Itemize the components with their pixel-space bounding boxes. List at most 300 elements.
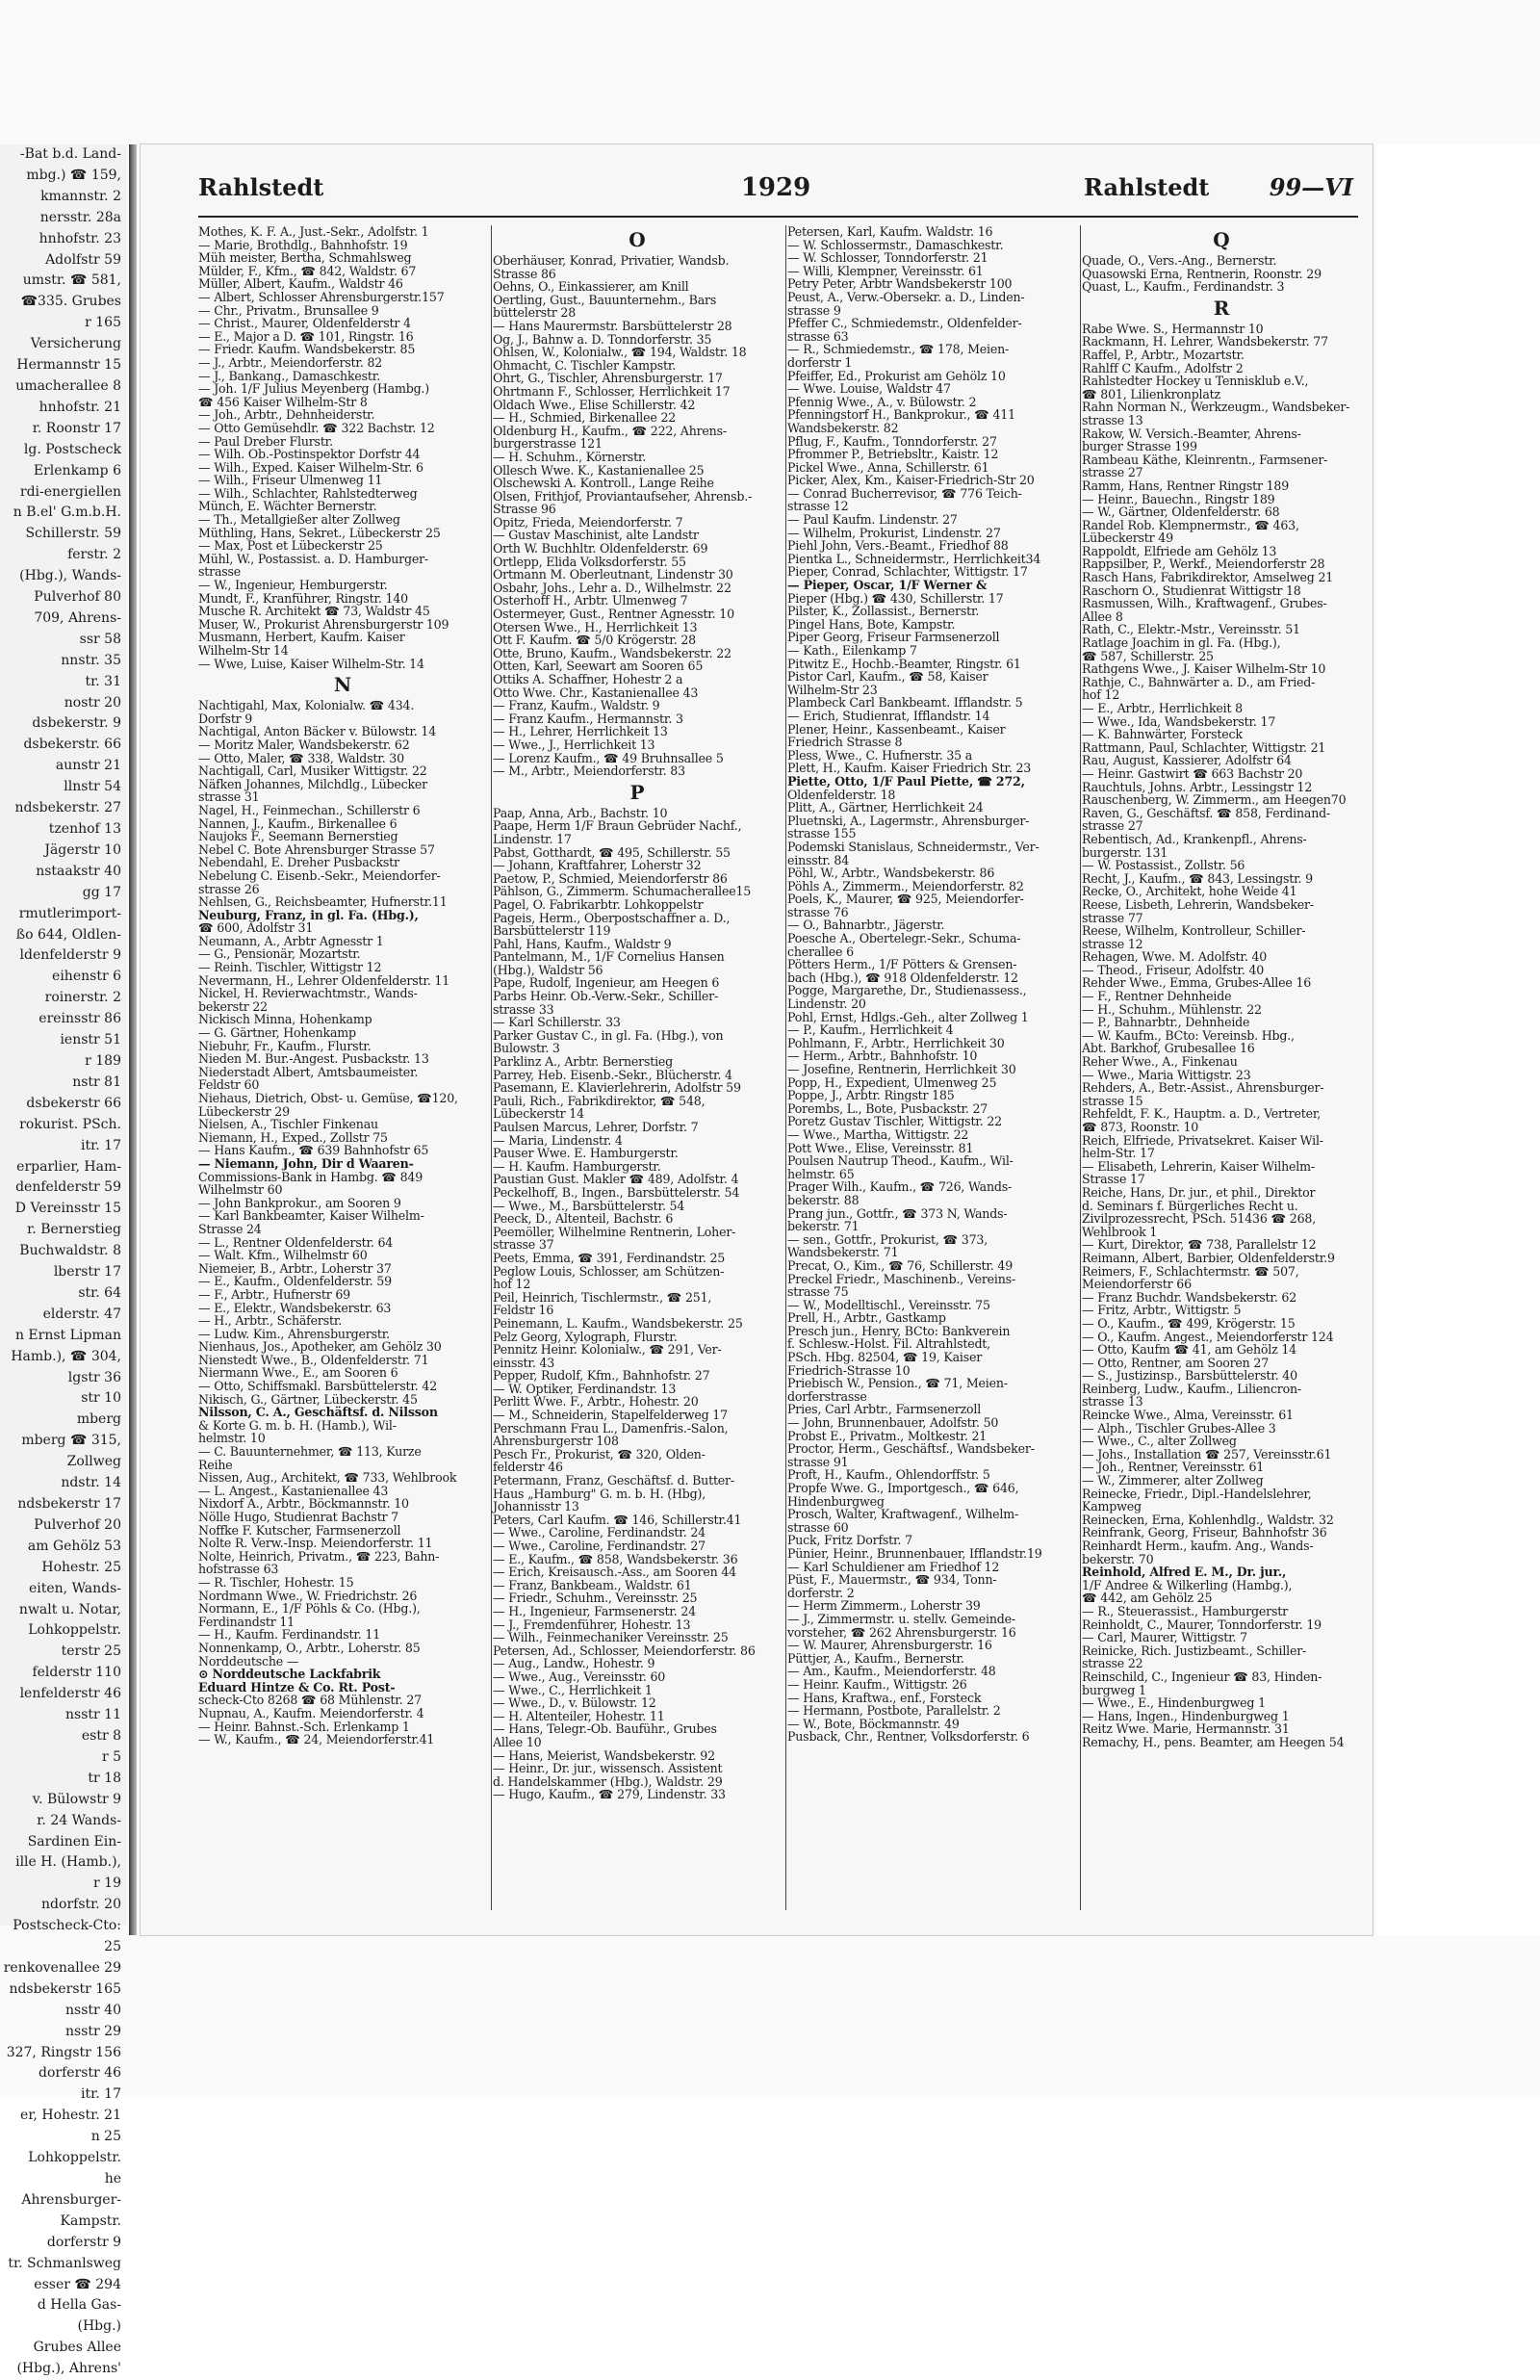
directory-entry: Paulsen Marcus, Lehrer, Dorfstr. 7 — [493, 1120, 699, 1134]
directory-entry: Mülder, F., Kfm., ☎ 842, Waldstr. 67 — [198, 263, 417, 278]
facing-page-line: nsstr 29 — [65, 2023, 121, 2039]
directory-entry: Nachtigahl, Max, Kolonialw. ☎ 434. — [198, 698, 415, 713]
directory-entry: — W., Zimmerer, alter Zollweg — [1082, 1473, 1264, 1488]
directory-entry: Quade, O., Vers.-Ang., Bernerstr. — [1082, 253, 1277, 268]
directory-entry: Püst, F., Mauermstr., ☎ 934, Tonn- — [787, 1572, 997, 1588]
facing-page-line: Erlenkamp 6 — [33, 462, 121, 479]
directory-entry: Nickel, H. Revierwachtmstr., Wands- — [198, 986, 418, 1001]
directory-entry: — Wwe., Ida, Wandsbekerstr. 17 — [1082, 713, 1276, 729]
directory-entry: Näfken Johannes, Milchdlg., Lübecker — [198, 776, 428, 791]
directory-entry: — Joh., Rentner, Vereinsstr. 61 — [1082, 1460, 1265, 1475]
directory-entry-bold: Eduard Hintze & Co. Rt. Post- — [198, 1679, 396, 1694]
facing-page-line: renkovenallee 29 — [3, 1959, 121, 1976]
directory-entry: Prosch, Walter, Kraftwagenf., Wilhelm- — [787, 1507, 1019, 1522]
directory-entry: hof 12 — [493, 1277, 531, 1292]
directory-entry: — Walt. Kfm., Wilhelmstr 60 — [198, 1248, 368, 1263]
directory-entry: — Heinr. Kaufm., Wittigstr. 26 — [787, 1676, 967, 1692]
directory-entry: — Wwe., Aug., Vereinsstr. 60 — [493, 1669, 666, 1684]
column-4 — [1082, 225, 1361, 1910]
directory-entry: — Max, Post et Lübeckerstr 25 — [198, 538, 383, 554]
directory-entry: Porembs, L., Bote, Pusbackstr. 27 — [787, 1100, 988, 1116]
directory-entry: Quasowski Erna, Rentnerin, Roonstr. 29 — [1082, 266, 1322, 281]
directory-entry: Rathgens Wwe., J. Kaiser Wilhelm-Str 10 — [1082, 661, 1326, 677]
directory-entry: — E., Kaufm., Oldenfelderstr. 59 — [198, 1274, 392, 1289]
directory-entry: ☎ 456 Kaiser Wilhelm-Str 8 — [198, 394, 368, 409]
facing-page-line: dorferstr 9 — [46, 2234, 121, 2250]
directory-entry: Popp, H., Expedient, Ulmenweg 25 — [787, 1074, 997, 1090]
directory-entry: — Moritz Maler, Wandsbekerstr. 62 — [198, 737, 410, 752]
directory-entry: Niederstadt Albert, Amtsbaumeister. — [198, 1064, 419, 1079]
directory-entry: Peemöller, Wilhelmine Rentnerin, Loher- — [493, 1224, 736, 1239]
directory-entry: Lübeckerstr 49 — [1082, 530, 1173, 546]
directory-entry: Reinholdt, C., Maurer, Tonndorferstr. 19 — [1082, 1617, 1322, 1632]
directory-entry: Niehaus, Dietrich, Obst- u. Gemüse, ☎120, — [198, 1091, 458, 1105]
facing-page-line: rdi-energiellen — [19, 483, 121, 500]
facing-page-line: dsbekerstr. 66 — [23, 737, 121, 753]
directory-entry: Peters, Carl Kaufm. ☎ 146, Schillerstr.41 — [493, 1512, 742, 1527]
directory-entry: Pfeiffer, Ed., Prokurist am Gehölz 10 — [787, 368, 1006, 383]
directory-entry: — W., Modelltischl., Vereinsstr. 75 — [787, 1297, 990, 1312]
column-3 — [787, 225, 1081, 1910]
facing-page-line: Lohkoppelstr. — [28, 2150, 121, 2166]
directory-entry: Mühl, W., Postassist. a. D. Hamburger- — [198, 551, 428, 566]
directory-entry: Recke, O., Architekt, hohe Weide 41 — [1082, 884, 1297, 899]
directory-entry: Proctor, Herm., Geschäftsf., Wandsbeker- — [787, 1441, 1035, 1457]
directory-entry: helm-Str. 17 — [1082, 1146, 1155, 1161]
directory-entry: — H., Kaufm. Ferdinandstr. 11 — [198, 1627, 381, 1643]
directory-entry: burgerstrasse 121 — [493, 436, 603, 452]
directory-entry: — Wwe., C., alter Zollweg — [1082, 1434, 1237, 1449]
directory-entry: Nebelung C. Eisenb.-Sekr., Meiendorfer- — [198, 867, 441, 883]
facing-page-line: dorferstr 46 — [38, 2065, 121, 2082]
directory-entry: Prager Wilh., Kaufm., ☎ 726, Wands- — [787, 1179, 1013, 1195]
directory-entry: bach (Hbg.), ☎ 918 Oldenfelderstr. 12 — [787, 970, 1018, 985]
directory-entry: Randel Rob. Klempnermstr., ☎ 463, — [1082, 517, 1299, 532]
directory-entry: — Otto Gemüsehdlr. ☎ 322 Bachstr. 12 — [198, 420, 435, 435]
facing-page-line: lberstr 17 — [53, 1264, 121, 1281]
directory-entry: Pfrommer P., Betriebsltr., Kaistr. 12 — [787, 447, 999, 462]
facing-page-line: Hermannstr 15 — [16, 357, 121, 374]
directory-entry: Pless, Wwe., C. Hufnerstr. 35 a — [787, 747, 973, 763]
directory-entry: Petry Peter, Arbtr Wandsbekerstr 100 — [787, 276, 1013, 292]
directory-entry: — Wilh. Ob.-Postinspektor Dorfstr 44 — [198, 447, 421, 462]
facing-page-line: Buchwaldstr. 8 — [19, 1243, 121, 1259]
directory-entry: Nickisch Minna, Hohenkamp — [198, 1012, 372, 1027]
directory-entry: Rau, August, Kassierer, Adolfstr 64 — [1082, 753, 1292, 768]
directory-entry: strasse 37 — [493, 1237, 554, 1253]
directory-entry: strasse 27 — [1082, 465, 1143, 480]
directory-entry: — Albert, Schlosser Ahrensburgerstr.157 — [198, 289, 445, 304]
directory-entry: — Friedr. Kaufm. Wandsbekerstr. 85 — [198, 342, 416, 357]
directory-entry: — Joh. 1/F Julius Meyenberg (Hambg.) — [198, 381, 429, 397]
facing-page-line: itr. 17 — [81, 1137, 121, 1153]
facing-page-line: ndstr. 14 — [61, 1475, 121, 1491]
directory-entry: Raven, G., Geschäftsf. ☎ 858, Ferdinand- — [1082, 805, 1331, 820]
header-place-left: Rahlstedt — [198, 173, 324, 201]
header-place-right: Rahlstedt — [1084, 173, 1210, 201]
directory-entry: — H., Ingenieur, Farmsenerstr. 24 — [493, 1603, 696, 1618]
directory-entry: — M., Schneiderin, Stapelfelderweg 17 — [493, 1408, 728, 1423]
directory-entry: Naujoks F., Seemann Bernerstieg — [198, 829, 398, 844]
directory-entry: Pieper, Conrad, Schlachter, Wittigstr. 17 — [787, 564, 1028, 580]
facing-page-line: am Gehölz 53 — [27, 1538, 121, 1554]
directory-entry: Rakow, W. Versich.-Beamter, Ahrens- — [1082, 426, 1301, 441]
directory-entry: büttelerstr 28 — [493, 305, 577, 321]
directory-entry: Mothes, K. F. A., Just.-Sekr., Adolfstr. 1 — [198, 224, 429, 239]
directory-entry: Lindenstr. 17 — [493, 831, 572, 846]
facing-page-line: tzenhof 13 — [48, 821, 121, 837]
facing-page-line: eiten, Wands- — [28, 1580, 121, 1596]
directory-entry: ☎ 873, Roonstr. 10 — [1082, 1120, 1199, 1134]
directory-entry: Rauschenberg, W. Zimmerm., am Heegen70 — [1082, 792, 1347, 808]
facing-page-line: nsstr 40 — [65, 2002, 121, 2018]
directory-entry: Orth W. Buchhltr. Oldenfelderstr. 69 — [493, 541, 708, 556]
directory-entry: burger Strasse 199 — [1082, 439, 1197, 454]
facing-page-line: r. Bernerstieg — [27, 1222, 121, 1238]
directory-entry: strasse 27 — [1082, 818, 1143, 834]
directory-entry: Abt. Barkhof, Grubesallee 16 — [1082, 1041, 1255, 1056]
directory-entry: — Hans, Meierist, Wandsbekerstr. 92 — [493, 1747, 715, 1763]
directory-entry: Rahn Norman N., Werkzeugm., Wandsbeker- — [1082, 400, 1350, 415]
directory-entry: Rackmann, H. Lehrer, Wandsbekerstr. 77 — [1082, 334, 1328, 349]
directory-entry: Feldstr 60 — [198, 1077, 260, 1093]
facing-page-line: Schillerstr. 59 — [25, 526, 121, 542]
directory-entry: Haus „Hamburg" G. m. b. H. (Hbg), — [493, 1486, 706, 1501]
directory-entry: bekerstr. 71 — [787, 1219, 860, 1234]
directory-entry: Johannisstr 13 — [493, 1499, 579, 1514]
directory-entry: Lübeckerstr 29 — [198, 1103, 290, 1119]
directory-entry: strasse 15 — [1082, 1093, 1143, 1108]
facing-page-line: ndorfstr. 20 — [41, 1897, 121, 1913]
directory-entry: Piehl John, Vers.-Beamt., Friedhof 88 — [787, 538, 1009, 554]
facing-page-line: 327, Ringstr 156 — [6, 2044, 121, 2060]
facing-page-line: d Hella Gas- — [37, 2297, 121, 2314]
directory-entry: Ortlepp, Elida Volksdorferstr. 55 — [493, 554, 686, 569]
directory-entry: burgweg 1 — [1082, 1682, 1146, 1697]
directory-entry: — John Bankprokur., am Sooren 9 — [198, 1195, 401, 1210]
directory-entry: Nissen, Aug., Architekt, ☎ 733, Wehlbrook — [198, 1470, 457, 1486]
directory-entry: ☎ 442, am Gehölz 25 — [1082, 1591, 1213, 1606]
directory-entry: Paustian Gust. Makler ☎ 489, Adolfstr. 4 — [493, 1172, 739, 1187]
directory-entry: Precat, O., Kim., ☎ 76, Schillerstr. 49 — [787, 1257, 1014, 1273]
directory-entry: Pickel Wwe., Anna, Schillerstr. 61 — [787, 459, 989, 475]
directory-entry: Probst E., Privatm., Moltkestr. 21 — [787, 1428, 988, 1443]
directory-entry: burgerstr. 131 — [1082, 844, 1168, 860]
directory-entry: Otersen Wwe., H., Herrlichkeit 13 — [493, 619, 698, 634]
facing-page-line: eihenstr 6 — [52, 969, 121, 985]
facing-page-line: dsbekerstr 66 — [26, 1095, 121, 1111]
directory-entry: Nordmann Wwe., W. Friedrichstr. 26 — [198, 1588, 418, 1603]
directory-entry: Poretz Gustav Tischler, Wittigstr. 22 — [787, 1114, 1002, 1129]
facing-page-line: Grubes Allee — [33, 2340, 121, 2356]
directory-entry: Pepper, Rudolf, Kfm., Bahnhofstr. 27 — [493, 1368, 710, 1384]
directory-entry: strasse 12 — [1082, 936, 1143, 951]
directory-entry: helmstr. 10 — [198, 1431, 266, 1446]
directory-entry: — Wwe., Maria Wittigstr. 23 — [1082, 1067, 1251, 1082]
directory-entry: Reiche, Hans, Dr. jur., et phil., Direktor — [1082, 1184, 1316, 1200]
directory-entry: Reher Wwe., A., Finkenau — [1082, 1054, 1238, 1070]
directory-entry: Allee 8 — [1082, 608, 1123, 624]
facing-page-line: ldenfelderstr 9 — [19, 947, 121, 964]
directory-entry: f. Schlesw.-Holst. Fil. Altrahlstedt, — [787, 1336, 990, 1352]
directory-entry: Opitz, Frieda, Meiendorferstr. 7 — [493, 514, 683, 530]
directory-entry: Paap, Anna, Arb., Bachstr. 10 — [493, 805, 668, 820]
directory-entry: Oldach Wwe., Elise Schillerstr. 42 — [493, 397, 696, 412]
directory-entry: — Wwe., C., Herrlichkeit 1 — [493, 1682, 653, 1697]
directory-entry: Lübeckerstr 14 — [493, 1106, 584, 1122]
directory-entry: Olschewski A. Kontroll., Lange Reihe — [493, 476, 714, 491]
facing-page-line: aunstr 21 — [55, 758, 121, 774]
column-2 — [493, 225, 786, 1910]
directory-entry: Pählson, G., Zimmerm. Schumacherallee15 — [493, 884, 752, 899]
directory-entry: — Otto, Schiffsmakl. Barsbüttelerstr. 42 — [198, 1379, 438, 1394]
directory-entry: — E., Elektr., Wandsbekerstr. 63 — [198, 1300, 392, 1315]
facing-page-line: Hamb.), ☎ 304, — [11, 1348, 121, 1364]
directory-entry: — Christ., Maurer, Oldenfelderstr 4 — [198, 316, 411, 331]
directory-entry: Nölle Hugo, Studienrat Bachstr 7 — [198, 1510, 398, 1524]
directory-entry: strasse 155 — [787, 826, 857, 841]
directory-entry: Neumann, A., Arbtr Agnesstr 1 — [198, 933, 384, 948]
directory-entry: Reincke Wwe., Alma, Vereinsstr. 61 — [1082, 1408, 1294, 1423]
directory-entry: — Karl Bankbeamter, Kaiser Wilhelm- — [198, 1208, 424, 1224]
directory-entry: Musche R. Architekt ☎ 73, Waldstr 45 — [198, 604, 430, 619]
directory-entry: — Aug., Landw., Hohestr. 9 — [493, 1656, 655, 1671]
directory-entry: Rahlff C Kaufm., Adolfstr 2 — [1082, 360, 1244, 375]
directory-entry: Ohrtmann F., Schlosser, Herrlichkeit 17 — [493, 383, 731, 399]
directory-entry: Mundt, F., Kranführer, Ringstr. 140 — [198, 590, 408, 606]
directory-entry: Puck, Fritz Dorfstr. 7 — [787, 1533, 912, 1548]
facing-page-line: Postscheck-Cto: — [13, 1918, 121, 1934]
directory-entry: Pöhls A., Zimmerm., Meiendorferstr. 82 — [787, 878, 1024, 893]
facing-page-line: D Vereinsstr 15 — [14, 1201, 121, 1217]
facing-page-line: Lohkoppelstr. — [28, 1622, 121, 1639]
directory-entry: einsstr. 43 — [493, 1355, 555, 1370]
directory-entry: — O., Kaufm., ☎ 499, Krögerstr. 15 — [1082, 1315, 1296, 1331]
directory-entry: Reihe — [198, 1457, 233, 1472]
directory-entry: Normann, E., 1/F Pöhls & Co. (Hbg.), — [198, 1601, 421, 1617]
facing-page-line: lgstr 36 — [67, 1369, 121, 1385]
directory-entry: Wilhelm-Str 14 — [198, 643, 289, 658]
directory-entry: Wehlbrook 1 — [1082, 1224, 1158, 1239]
facing-page-line: Pulverhof 80 — [34, 589, 121, 606]
directory-entry-bold: — Pieper, Oscar, 1/F Werner & — [787, 578, 988, 593]
directory-entry-bold: ⊙ Norddeutsche Lackfabrik — [198, 1667, 381, 1682]
facing-page-line: r 189 — [85, 1052, 121, 1069]
directory-entry: bekerstr. 70 — [1082, 1551, 1154, 1566]
facing-page-line: tr 18 — [88, 1770, 121, 1786]
directory-entry: — Wwe., D., v. Bülowstr. 12 — [493, 1695, 656, 1711]
facing-page-line: ☎335. Grubes — [20, 294, 121, 310]
directory-entry: — O., Bahnarbtr., Jägerstr. — [787, 918, 945, 933]
directory-entry: strasse 13 — [1082, 412, 1143, 427]
directory-entry: Rehder Wwe., Emma, Grubes-Allee 16 — [1082, 975, 1312, 991]
directory-entry-bold: Neuburg, Franz, in gl. Fa. (Hbg.), — [198, 907, 419, 922]
directory-entry: ☎ 801, Lilienkronplatz — [1082, 386, 1220, 401]
directory-entry: Dorfstr 9 — [198, 711, 253, 726]
directory-entry: Reese, Wilhelm, Kontrolleur, Schiller- — [1082, 923, 1306, 939]
directory-entry: Ottiks A. Schaffner, Hohestr 2 a — [493, 672, 683, 686]
directory-entry: — Paul Kaufm. Lindenstr. 27 — [787, 512, 958, 528]
directory-entry: — Lorenz Kaufm., ☎ 49 Bruhnsallee 5 — [493, 750, 724, 765]
directory-entry: Müh meister, Bertha, Schmahlsweg — [198, 250, 412, 266]
directory-entry: — J., Fremdenführer, Hohestr. 13 — [493, 1617, 691, 1632]
directory-entry: Nikisch, G., Gärtner, Lübeckerstr. 45 — [198, 1391, 418, 1407]
directory-entry: Rattmann, Paul, Schlachter, Wittigstr. 21 — [1082, 739, 1326, 755]
directory-entry: Nachtigal, Anton Bäcker v. Bülowstr. 14 — [198, 724, 437, 739]
directory-entry: — Wwe., Caroline, Ferdinandstr. 27 — [493, 1539, 706, 1553]
directory-entry: — M., Arbtr., Meiendorferstr. 83 — [493, 763, 685, 779]
directory-entry: — Josefine, Rentnerin, Herrlichkeit 30 — [787, 1062, 1016, 1076]
facing-page-line: gg 17 — [82, 884, 121, 900]
facing-page-line: Ahrensburger- — [21, 2191, 121, 2208]
directory-entry-bold: Nilsson, C. A., Geschäftsf. d. Nilsson — [198, 1405, 438, 1420]
directory-entry: Pünier, Heinr., Brunnenbauer, Ifflandstr.19 — [787, 1545, 1042, 1561]
directory-entry: — Chr., Privatm., Brunsallee 9 — [198, 302, 379, 318]
directory-entry: — Ludw. Kim., Ahrensburgerstr. — [198, 1326, 390, 1341]
facing-page-line: ille H. (Hamb.), — [15, 1854, 121, 1871]
directory-entry: Pasemann, E. Klavierlehrerin, Adolfstr 59 — [493, 1080, 741, 1096]
directory-entry: — Kurt, Direktor, ☎ 738, Parallelstr 12 — [1082, 1237, 1317, 1253]
facing-page-line: hnhofstr. 23 — [38, 230, 121, 246]
directory-entry-bold: — Niemann, John, Dir d Waaren- — [198, 1155, 414, 1171]
directory-entry: Petersen, Karl, Kaufm. Waldstr. 16 — [787, 224, 993, 239]
facing-page-line: umacherallee 8 — [15, 377, 121, 394]
facing-page-line: ndsbekerstr. 27 — [14, 800, 121, 816]
directory-entry: — H., Lehrer, Herrlichkeit 13 — [493, 724, 668, 739]
directory-entry: — Wwe. Louise, Waldstr 47 — [787, 381, 951, 397]
directory-entry: strasse 60 — [787, 1519, 849, 1535]
directory-entry: — Otto, Maler, ☎ 338, Waldstr. 30 — [198, 750, 404, 765]
directory-entry: — H. Schuhm., Körnerstr. — [493, 449, 647, 464]
directory-entry: Püttjer, A., Kaufm., Bernerstr. — [787, 1650, 964, 1666]
directory-entry: — Wilh., Schlachter, Rahlstedterweg — [198, 485, 418, 501]
directory-entry: Müller, Albert, Kaufm., Waldstr 46 — [198, 276, 403, 292]
directory-entry: — Heinr., Dr. jur., wissensch. Assistent — [493, 1761, 723, 1776]
directory-entry: Pfenningstorf H., Bankprokur., ☎ 411 — [787, 407, 1015, 423]
directory-entry: Kampweg — [1082, 1499, 1142, 1514]
directory-entry: & Korte G. m. b. H. (Hamb.), Wil- — [198, 1417, 397, 1433]
directory-entry: Peeck, D., Altenteil, Bachstr. 6 — [493, 1211, 674, 1227]
directory-entry: Pogge, Margarethe, Dr., Studienassess., — [787, 983, 1027, 998]
directory-entry: — Hermann, Postbote, Parallelstr. 2 — [787, 1703, 1001, 1719]
directory-entry: — W., Ingenieur, Hemburgerstr. — [198, 578, 388, 593]
directory-entry: Nebel C. Bote Ahrensburger Strasse 57 — [198, 841, 435, 857]
directory-entry: Friedrich Strasse 8 — [787, 735, 903, 750]
directory-entry: Oehns, O., Einkassierer, am Knill — [493, 279, 689, 295]
directory-entry: Reinhardt Herm., kaufm. Ang., Wands- — [1082, 1539, 1314, 1553]
directory-entry: Ferdinandstr 11 — [198, 1614, 295, 1629]
directory-entry: Oldenburg H., Kaufm., ☎ 222, Ahrens- — [493, 423, 727, 438]
directory-entry: Reinfrank, Georg, Friseur, Bahnhofstr 36 — [1082, 1525, 1327, 1540]
directory-entry: bekerstr 22 — [198, 998, 268, 1014]
directory-entry: — L., Rentner Oldenfelderstr. 64 — [198, 1234, 394, 1250]
facing-page-line: (Hbg.), Wands- — [19, 568, 121, 584]
directory-entry: — P., Bahnarbtr., Dehnheide — [1082, 1015, 1250, 1030]
facing-page-line: nstr 81 — [72, 1074, 121, 1090]
facing-page-line: str. 64 — [78, 1284, 121, 1301]
directory-entry: Barsbüttelerstr 119 — [493, 923, 611, 939]
directory-entry: — F., Arbtr., Hufnerstr 69 — [198, 1286, 350, 1302]
directory-entry: — P., Kaufm., Herrlichkeit 4 — [787, 1022, 954, 1038]
directory-entry: Peckelhoff, B., Ingen., Barsbüttelerstr. 54 — [493, 1184, 740, 1200]
facing-page-line: rmutlerimport- — [18, 905, 121, 921]
directory-entry: Pauli, Rich., Fabrikdirektor, ☎ 548, — [493, 1093, 706, 1108]
facing-page-line: itr. 17 — [81, 2086, 121, 2103]
directory-entry: — Conrad Bucherrevisor, ☎ 776 Teich- — [787, 485, 1022, 501]
directory-entry: Nupnau, A., Kaufm. Meiendorferstr. 4 — [198, 1705, 424, 1720]
directory-entry: Ortmann M. Oberleutnant, Lindenstr 30 — [493, 567, 733, 582]
header-page-number: 99—VI — [1269, 173, 1353, 201]
directory-entry: Wandsbekerstr. 82 — [787, 420, 899, 435]
section-letter: R — [1213, 296, 1230, 320]
facing-page-line: mberg — [76, 1411, 121, 1428]
directory-entry: — H., Schmied, Birkenallee 22 — [493, 410, 677, 426]
facing-page-line: nnstr. 35 — [61, 652, 121, 668]
directory-entry: Ollesch Wwe. K., Kastanienallee 25 — [493, 462, 705, 478]
directory-entry: Strasse 24 — [198, 1221, 262, 1236]
directory-entry: — Hugo, Kaufm., ☎ 279, Lindenstr. 33 — [493, 1787, 726, 1802]
directory-entry: — Wwe, Luise, Kaiser Wilhelm-Str. 14 — [198, 656, 424, 671]
directory-entry: Pahl, Hans, Kaufm., Waldstr 9 — [493, 936, 672, 951]
directory-entry: — W. Maurer, Ahrensburgerstr. 16 — [787, 1638, 992, 1653]
directory-entry: Nieden M. Bur.-Angest. Pusbackstr. 13 — [198, 1051, 429, 1067]
directory-entry: bekerstr. 88 — [787, 1192, 860, 1207]
directory-entry: — H. Altenteiler, Hohestr. 11 — [493, 1708, 665, 1723]
directory-entry: strasse 13 — [1082, 1394, 1143, 1410]
directory-entry: Pitwitz E., Hochb.-Beamter, Ringstr. 61 — [787, 656, 1021, 671]
directory-entry: Petermann, Franz, Geschäftsf. d. Butter- — [493, 1473, 734, 1488]
directory-entry: Plett, H., Kaufm. Kaiser Friedrich Str. 23 — [787, 761, 1032, 776]
directory-entry: — Th., Metallgießer alter Zollweg — [198, 512, 400, 528]
directory-entry: Reinberg, Ludw., Kaufm., Liliencron- — [1082, 1381, 1301, 1396]
directory-entry: Nolte, Heinrich, Privatm., ☎ 223, Bahn- — [198, 1548, 440, 1564]
directory-entry: — Elisabeth, Lehrerin, Kaiser Wilhelm- — [1082, 1158, 1315, 1174]
directory-entry: Pelz Georg, Xylograph, Flurstr. — [493, 1329, 678, 1344]
directory-entry: — Herm., Arbtr., Bahnhofstr. 10 — [787, 1048, 978, 1064]
directory-entry: Oberhäuser, Konrad, Privatier, Wandsb. — [493, 253, 730, 268]
directory-entry: Pingel Hans, Bote, Kampstr. — [787, 616, 956, 632]
directory-entry: Reinschild, C., Ingenieur ☎ 83, Hinden- — [1082, 1669, 1322, 1684]
directory-entry: Rehagen, Wwe. M. Adolfstr. 40 — [1082, 949, 1268, 965]
directory-entry: — W., Bote, Böckmannstr. 49 — [787, 1716, 960, 1731]
directory-entry: — Reinh. Tischler, Wittigstr 12 — [198, 960, 382, 975]
facing-page-line: n B.el' G.m.b.H. — [13, 504, 121, 521]
facing-page-line: nstaakstr 40 — [36, 863, 121, 879]
directory-entry: dorferstr 1 — [787, 354, 853, 370]
directory-entry: Pfeffer C., Schmiedemstr., Oldenfelder- — [787, 316, 1022, 331]
directory-entry: Nehlsen, G., Reichsbeamter, Hufnerstr.11 — [198, 894, 448, 910]
section-letter: N — [333, 673, 352, 697]
directory-entry: — W. Schlossermstr., Damaschkestr. — [787, 237, 1004, 252]
directory-entry: ☎ 600, Adolfstr 31 — [198, 920, 314, 936]
directory-entry: — Heinr. Bahnst.-Sch. Erlenkamp 1 — [198, 1719, 410, 1734]
directory-entry: strasse 77 — [1082, 910, 1143, 925]
facing-page-line: Adolfstr 59 — [45, 251, 121, 268]
directory-entry: cherallee 6 — [787, 944, 854, 959]
directory-entry: Parker Gustav C., in gl. Fa. (Hbg.), von — [493, 1027, 724, 1043]
directory-entry: Ratlage Joachim in gl. Fa. (Hbg.), — [1082, 635, 1281, 651]
directory-entry: Rehfeldt, F. K., Hauptm. a. D., Vertreter, — [1082, 1106, 1322, 1122]
directory-entry: Otto Wwe. Chr., Kastanienallee 43 — [493, 685, 699, 700]
directory-entry: 1/F Andree & Wilkerling (Hambg.), — [1082, 1577, 1293, 1592]
directory-entry: — Heinr. Gastwirt ☎ 663 Bachstr 20 — [1082, 765, 1303, 781]
directory-entry: Pott Wwe., Elise, Vereinsstr. 81 — [787, 1140, 974, 1155]
directory-entry: Pöhl, W., Arbtr., Wandsbekerstr. 86 — [787, 866, 995, 881]
directory-entry: Priebisch W., Pension., ☎ 71, Meien- — [787, 1376, 1008, 1391]
directory-entry: — J., Zimmermstr. u. stellv. Gemeinde- — [787, 1611, 1015, 1626]
directory-entry: Nevermann, H., Lehrer Oldenfelderstr. 11 — [198, 972, 450, 988]
directory-entry: Peglow Louis, Schlosser, am Schützen- — [493, 1263, 725, 1279]
